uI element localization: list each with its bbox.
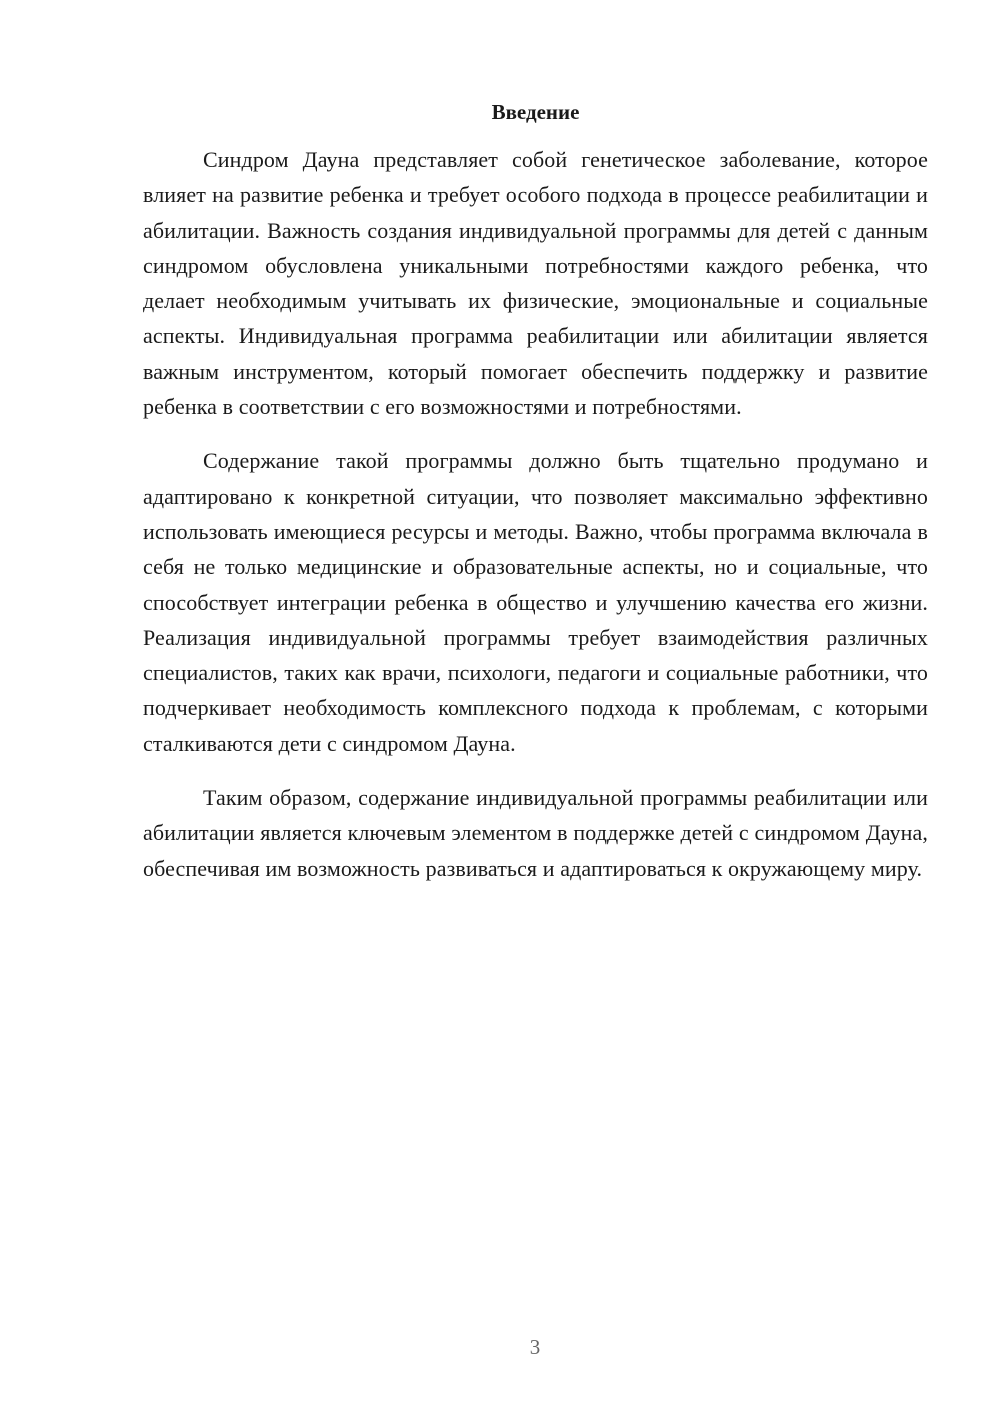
page-number: 3 [529,1335,541,1359]
paragraph-1: Синдром Дауна представляет собой генетическое заболевание, которое влияет на развитие ребенка и требует особого подхода в процессе реабилитации и абилитации. Важность создания индивидуальной программы для детей с данным синдромом обусловлена уникальными потребностями каждого ребенка, что делает необходимым учитывать их физические, эмоциональные и социальные аспекты. Индивидуальная программа реабилитации или абилитации является важным инструментом, который помогает обеспечить поддержку и развитие ребенка в соответствии с его возможностями и потребностями. [143,147,928,420]
page-title: Введение [491,100,580,124]
document-body [143,142,928,905]
paragraph-3: Таким образом, содержание индивидуальной программы реабилитации или абилитации является ключевым элементом в поддержке детей с синдромом Дауна, обеспечивая им возможность развиваться и адаптироваться к окружающему миру. [143,785,928,881]
paragraph-2: Содержание такой программы должно быть тщательно продумано и адаптировано к конкретной ситуации, что позволяет максимально эффективно использовать имеющиеся ресурсы и методы. Важно, чтобы программа включала в себя не только медицинские и образовательные аспекты, но и социальные, что способствует интеграции ребенка в общество и улучшению качества его жизни. Реализация индивидуальной программы требует взаимодействия различных специалистов, таких как врачи, психологи, педагоги и социальные работники, что подчеркивает необходимость комплексного подхода к проблемам, с которыми сталкиваются дети с синдромом Дауна. [143,448,928,756]
